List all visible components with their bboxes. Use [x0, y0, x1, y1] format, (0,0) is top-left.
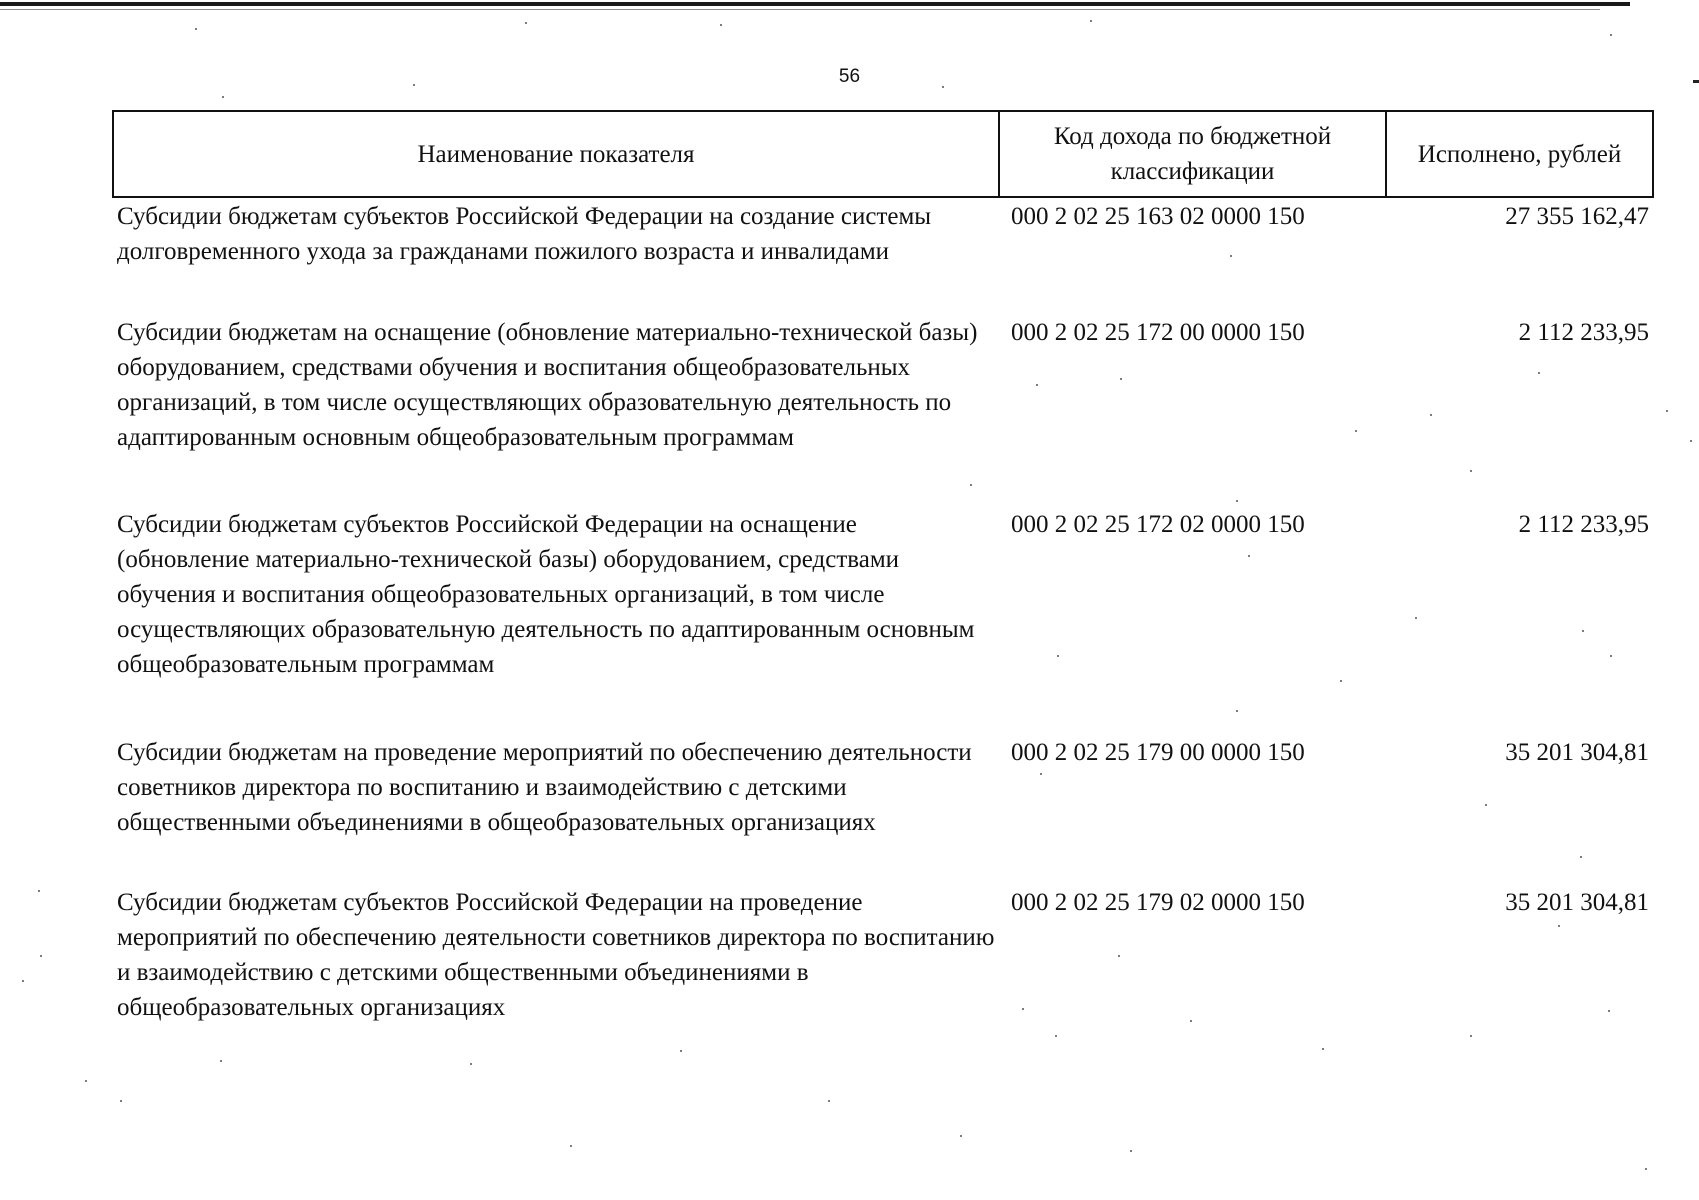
table-row [113, 315, 1653, 507]
table-row [113, 507, 1653, 735]
page-number [0, 66, 1699, 88]
budget-code: 000 2 02 25 172 00 0000 150 [1011, 319, 1305, 346]
executed-amount: 2 112 233,95 [1518, 511, 1649, 538]
header-amount: Исполнено, рублей [1386, 111, 1653, 197]
indicator-name: Субсидии бюджетам субъектов Российской Федерации на создание системы долговременного ухода за гражданами пожилого возраста и инвалидами [117, 203, 932, 265]
indicator-name: Субсидии бюджетам субъектов Российской Федерации на оснащение (обновление материально-технической базы) оборудованием, средствами обучения и воспитания общеобразовательных организаций, в том числе осуществляющих образовательную деятельность по адаптированным основным общеобразовательным программам [117, 511, 975, 678]
budget-code: 000 2 02 25 179 00 0000 150 [1011, 739, 1305, 766]
indicator-name: Субсидии бюджетам на оснащение (обновление материально-технической базы) оборудованием, средствами обучения и воспитания общеобразовательных организаций, в том числе осуществляющих образовательную деятельность по адаптированным основным общеобразовательным программам [117, 319, 978, 451]
budget-code: 000 2 02 25 163 02 0000 150 [1011, 203, 1305, 230]
page-number-text: 56 [838, 66, 861, 87]
executed-amount: 35 201 304,81 [1505, 739, 1649, 766]
header-row [113, 111, 1653, 197]
indicator-name: Субсидии бюджетам субъектов Российской Федерации на проведение мероприятий по обеспечению деятельности советников директора по воспитанию и взаимодействию с детскими общественными объединениями в общеобразовательных организациях [117, 889, 995, 1021]
executed-amount: 35 201 304,81 [1505, 889, 1649, 916]
revenue-table [112, 110, 1654, 1025]
top-border-line [0, 2, 1630, 6]
budget-code: 000 2 02 25 179 02 0000 150 [1011, 889, 1305, 916]
top-border-shadow [0, 9, 1600, 10]
table-row [113, 197, 1653, 315]
table-row [113, 735, 1653, 885]
budget-code: 000 2 02 25 172 02 0000 150 [1011, 511, 1305, 538]
executed-amount: 27 355 162,47 [1505, 203, 1649, 230]
table-body [113, 197, 1653, 1025]
header-name: Наименование показателя [113, 111, 999, 197]
executed-amount: 2 112 233,95 [1518, 319, 1649, 346]
header-code: Код дохода по бюджетной классификации [999, 111, 1386, 197]
indicator-name: Субсидии бюджетам на проведение мероприятий по обеспечению деятельности советников директора по воспитанию и взаимодействию с детскими общественными объединениями в общеобразовательных организациях [117, 739, 972, 836]
table-row [113, 885, 1653, 1025]
table-header [113, 111, 1653, 197]
